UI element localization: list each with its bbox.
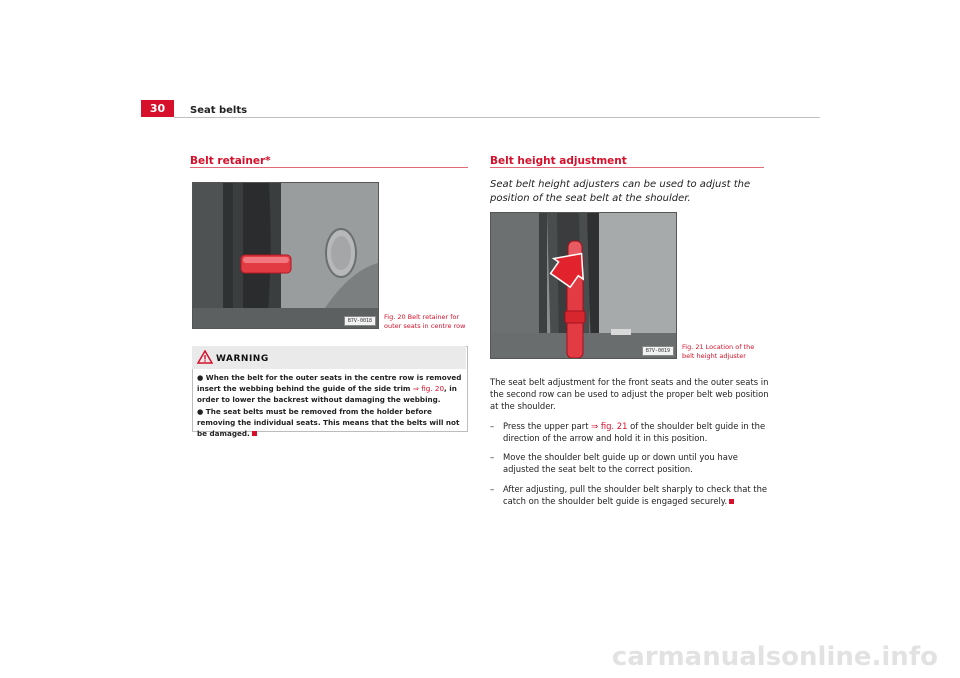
belt-height-adjuster-illustration [491, 213, 676, 358]
body-paragraph: The seat belt adjustment for the front seats and the outer seats in the second row can be used to adjust the proper belt web position at the shoulder. [490, 377, 769, 411]
bullet-icon: ● [197, 407, 204, 416]
figure-belt-retainer [192, 182, 379, 329]
bullet-icon: ● [197, 373, 204, 382]
section-title-belt-height: Belt height adjustment [490, 155, 627, 167]
figure-reference-link[interactable]: ⇒ fig. 20 [412, 384, 445, 393]
instruction-step-1 [490, 420, 772, 444]
instruction-step-3 [490, 483, 772, 507]
step-1-text-a: Press the upper part [503, 421, 592, 431]
step-1-text-b: of the shoulder belt guide in the direction of the arrow and hold it in this position. [503, 421, 766, 443]
instruction-step-2 [490, 451, 772, 475]
section-rule [190, 167, 468, 168]
warning-bullet-1-text-a: When the belt for the outer seats in the centre row is removed insert the webbing behind the guide of the side trim [197, 373, 462, 393]
end-of-section-icon [252, 431, 257, 436]
figure-caption: Fig. 21 Location of the belt height adjuster [682, 343, 755, 360]
end-of-section-icon [729, 499, 734, 504]
dash-marker: – [490, 452, 495, 462]
page-header-title: Seat belts [190, 105, 248, 116]
page-number: 30 [149, 102, 166, 115]
watermark: carmanualsonline.info [611, 642, 938, 672]
section-intro: Seat belt height adjusters can be used to adjust the position of the seat belt at the shoulder. [490, 179, 751, 204]
warning-title: WARNING [216, 354, 269, 364]
figure-caption: Fig. 20 Belt retainer for outer seats in centre row [384, 313, 466, 330]
step-3-text: After adjusting, pull the shoulder belt sharply to check that the catch on the shoulder belt guide is engaged securely. [503, 484, 768, 506]
figure-id: B7V-0019 [642, 346, 674, 356]
section-rule [490, 167, 764, 168]
dash-marker: – [490, 421, 495, 431]
warning-bullet-2 [197, 406, 465, 439]
warning-bullet-2-text: The seat belts must be removed from the holder before removing the individual seats. This means that the belts will not be damaged. [197, 407, 460, 438]
step-2-text: Move the shoulder belt guide up or down until you have adjusted the seat belt to the correct position. [503, 452, 738, 474]
dash-marker: – [490, 484, 495, 494]
warning-bullet-1 [197, 372, 465, 405]
section-title-belt-retainer: Belt retainer* [190, 155, 271, 167]
warning-bullet-1-text-b: , in order to lower the backrest without damaging the webbing. [197, 384, 457, 404]
belt-retainer-illustration [193, 183, 378, 328]
header-rule [174, 117, 820, 118]
warning-icon [197, 350, 213, 364]
figure-id: B7V-0018 [344, 316, 376, 326]
figure-reference-link[interactable]: ⇒ fig. 21 [591, 421, 628, 431]
figure-belt-height-adjuster [490, 212, 677, 359]
